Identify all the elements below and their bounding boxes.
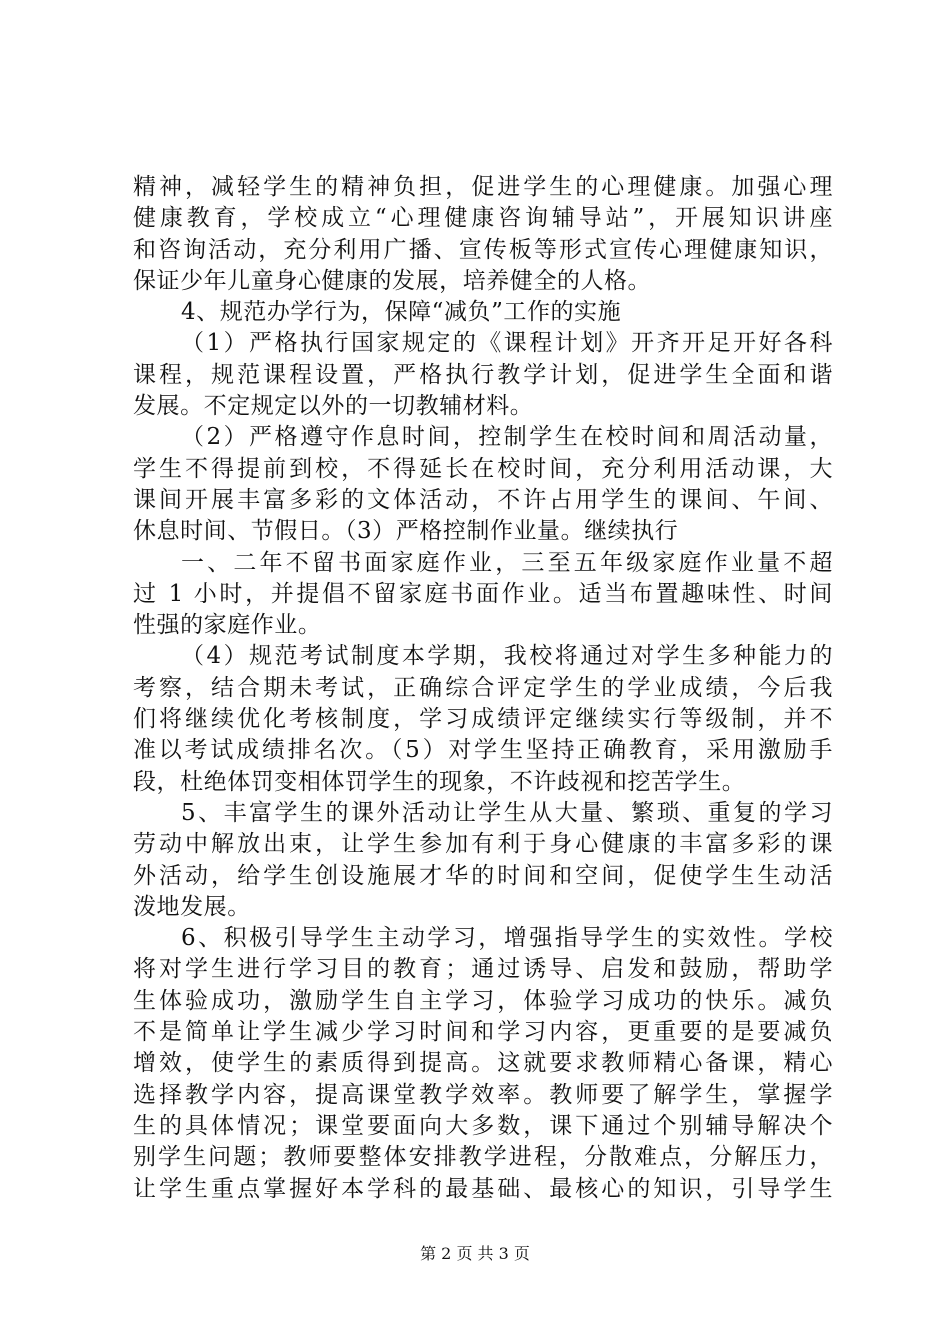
text-line: 课间开展丰富多彩的文体活动，不许占用学生的课间、午间、 [133,486,833,513]
text-line: 和咨询活动，充分利用广播、宣传板等形式宣传心理健康知识， [133,236,833,263]
text-line: 精神，减轻学生的精神负担，促进学生的心理健康。加强心理 [133,174,833,200]
text-line: 课程，规范课程设置，严格执行教学计划，促进学生全面和谐 [133,361,833,388]
text-line: （4）规范考试制度本学期，我校将通过对学生多种能力的 [181,643,833,670]
text-line: 学生不得提前到校，不得延长在校时间，充分利用活动课，大 [133,455,833,482]
text-line: 5、丰富学生的课外活动让学生从大量、繁琐、重复的学习 [181,799,833,826]
page-footer: 第 2 页 共 3 页 [420,1244,530,1263]
text-line: 休息时间、节假日。（3）严格控制作业量。继续执行 [133,518,679,545]
text-line: 不是简单让学生减少学习时间和学习内容，更重要的是要减负 [133,1019,833,1046]
text-line: 泼地发展。 [133,893,251,920]
text-line: 段，杜绝体罚变相体罚学生的现象，不许歧视和挖苦学生。 [133,768,746,795]
document-body [133,172,833,1205]
text-line: （1）严格执行国家规定的《课程计划》开齐开足开好各科 [181,330,833,357]
text-line: 性强的家庭作业。 [133,612,322,639]
text-line: 健康教育，学校成立“心理健康咨询辅导站”，开展知识讲座 [133,205,833,232]
text-line: 让学生重点掌握好本学科的最基础、最核心的知识，引导学生 [133,1175,833,1202]
text-line: 4、规范办学行为，保障“减负”工作的实施 [181,299,622,326]
text-line: 生体验成功，激励学生自主学习，体验学习成功的快乐。减负 [133,987,833,1014]
text-line: 将对学生进行学习目的教育；通过诱导、启发和鼓励，帮助学 [133,956,833,983]
text-line: 别学生问题；教师要整体安排教学进程，分散难点，分解压力， [133,1144,833,1171]
text-line: 增效，使学生的素质得到提高。这就要求教师精心备课，精心 [133,1050,833,1077]
text-line: 生的具体情况；课堂要面向大多数，课下通过个别辅导解决个 [133,1112,833,1139]
text-line: 发展。不定规定以外的一切教辅材料。 [133,393,534,420]
text-line: 选择教学内容，提高课堂教学效率。教师要了解学生，掌握学 [133,1081,833,1108]
text-line: 劳动中解放出束，让学生参加有利于身心健康的丰富多彩的课 [133,831,833,858]
text-line: 保证少年儿童身心健康的发展，培养健全的人格。 [133,267,652,294]
text-line: 们将继续优化考核制度，学习成绩评定继续实行等级制，并不 [133,706,833,733]
text-line: （2）严格遵守作息时间，控制学生在校时间和周活动量， [181,424,833,451]
text-line: 6、积极引导学生主动学习，增强指导学生的实效性。学校 [181,925,833,952]
text-line: 考察，结合期未考试，正确综合评定学生的学业成绩，今后我 [133,674,833,701]
text-line: 外活动，给学生创设施展才华的时间和空间，促使学生生动活 [133,862,833,889]
text-line: 过 1 小时，并提倡不留家庭书面作业。适当布置趣味性、时间 [133,580,833,607]
text-line: 准以考试成绩排名次。（5）对学生坚持正确教育，采用激励手 [133,737,833,764]
text-line: 一、二年不留书面家庭作业，三至五年级家庭作业量不超 [181,549,833,576]
